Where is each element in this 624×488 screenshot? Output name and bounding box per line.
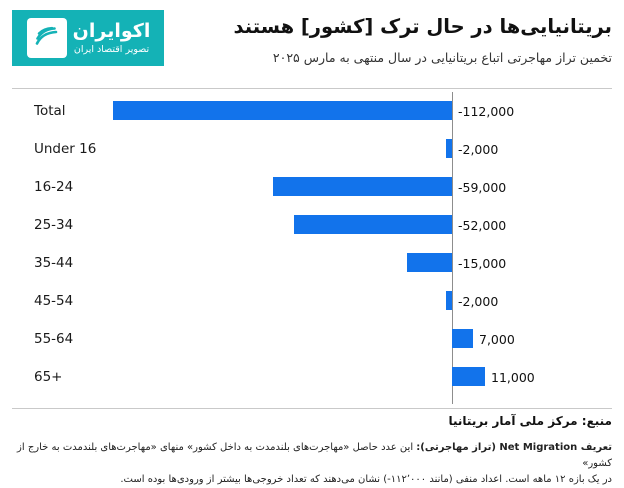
category-label: 25-34 (34, 217, 74, 233)
definition-note-line-1 (12, 440, 612, 472)
category-label: 35-44 (34, 255, 74, 271)
header (0, 0, 624, 88)
title-block (182, 14, 612, 67)
value-label: -15,000 (458, 255, 507, 271)
value-label: -2,000 (458, 141, 499, 157)
divider-bottom (12, 408, 612, 409)
category-label: Under 16 (34, 141, 97, 157)
bar-35-44 (407, 253, 452, 272)
brand-tagline: تصویر اقتصاد ایران (73, 43, 150, 55)
brand-logo (12, 10, 164, 66)
bar-chart (0, 92, 624, 404)
bar-45-54 (446, 291, 452, 310)
bar-25-34 (294, 215, 452, 234)
value-label: -112,000 (458, 103, 515, 119)
table-row (0, 92, 624, 130)
definition-note (12, 440, 612, 488)
value-label: 11,000 (491, 369, 535, 385)
definition-term: تعریف Net Migration (تراز مهاجرتی): (416, 442, 612, 453)
table-row (0, 244, 624, 282)
bar-total (113, 101, 452, 120)
category-label: 16-24 (34, 179, 74, 195)
table-row (0, 282, 624, 320)
table-row (0, 130, 624, 168)
source-text: منبع: مرکز ملی آمار بریتانیا (448, 414, 612, 428)
bar-55-64 (452, 329, 473, 348)
value-label: -52,000 (458, 217, 507, 233)
eco-iran-logo-mark-icon (27, 18, 67, 58)
definition-note-line-2: در یک بازه ۱۲ ماهه است. اعداد منفی (مانند ۱۱۲٬۰۰۰-) نشان می‌دهند که تعداد خروجی‌ها بیشتر از ورودی‌ها بوده است. (120, 474, 612, 485)
bar-under-16 (446, 139, 452, 158)
bar-65-plus (452, 367, 485, 386)
bar-16-24 (273, 177, 452, 196)
table-row (0, 358, 624, 396)
value-label: -2,000 (458, 293, 499, 309)
table-row (0, 320, 624, 358)
value-label: -59,000 (458, 179, 507, 195)
brand-name: اکوایران (72, 19, 151, 42)
page-subtitle: تخمین تراز مهاجرتی اتباع بریتانیایی در سال منتهی به مارس ۲۰۲۵ (272, 50, 612, 66)
page-title: بریتانیایی‌ها در حال ترک [کشور] هستند (233, 15, 612, 38)
category-label: 65+ (34, 369, 63, 385)
brand-logo-text (67, 21, 156, 55)
category-label: 45-54 (34, 293, 74, 309)
category-label: Total (34, 103, 66, 119)
definition-note-line-1-rest: این عدد حاصل «مهاجرت‌های بلندمدت به داخل کشور» منهای «مهاجرت‌های بلندمدت به خارج از کشور» (17, 442, 612, 469)
value-label: 7,000 (479, 331, 515, 347)
table-row (0, 206, 624, 244)
table-row (0, 168, 624, 206)
divider-top (12, 88, 612, 89)
category-label: 55-64 (34, 331, 74, 347)
